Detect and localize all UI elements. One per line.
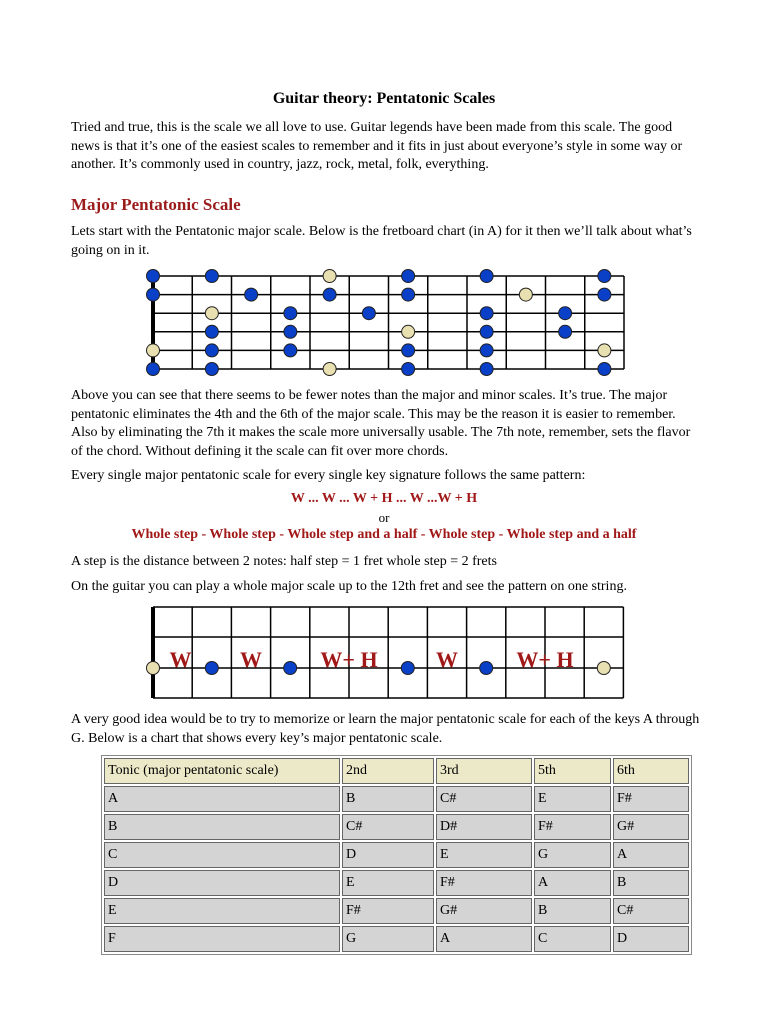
scale-note-dot xyxy=(284,662,297,675)
step-label: W xyxy=(436,647,458,672)
table-cell: D xyxy=(342,842,434,868)
pattern-short: W ... W ... W + H ... W ...W + H xyxy=(290,491,478,506)
table-cell: F xyxy=(104,926,340,952)
table-row xyxy=(104,870,689,896)
table-cell: G# xyxy=(436,898,532,924)
table-header-cell: 2nd xyxy=(342,758,434,784)
guitar-paragraph: On the guitar you can play a whole major scale up to the 12th fret and see the pattern on one string. xyxy=(71,579,627,594)
root-note-dot xyxy=(147,662,160,675)
table-cell: G# xyxy=(613,814,689,840)
intro-paragraph: Tried and true, this is the scale we all love to use. Guitar legends have been made from this scale. The good news is that it’s one of the easiest scales to remember and it fits in just about everyone’s style in some way or another. It’s commonly used in country, jazz, rock, metal, folk, everything. xyxy=(71,120,683,172)
table-row xyxy=(104,898,689,924)
table-cell: E xyxy=(342,870,434,896)
scale-note-dot xyxy=(205,662,218,675)
scale-note-dot xyxy=(480,662,493,675)
step-paragraph: A step is the distance between 2 notes: half step = 1 fret whole step = 2 frets xyxy=(71,554,497,569)
table-cell: E xyxy=(104,898,340,924)
table-cell: F# xyxy=(436,870,532,896)
table-cell: C xyxy=(534,926,611,952)
table-row xyxy=(104,842,689,868)
section-heading: Major Pentatonic Scale xyxy=(71,195,241,214)
table-header-row xyxy=(104,758,689,784)
scale-note-dot xyxy=(401,662,414,675)
table-cell: A xyxy=(436,926,532,952)
pentatonic-key-table xyxy=(101,755,692,955)
table-cell: G xyxy=(342,926,434,952)
pattern-long: Whole step - Whole step - Whole step and a half - Whole step - Whole step and a half xyxy=(131,527,637,542)
table-header-cell: Tonic (major pentatonic scale) xyxy=(104,758,340,784)
table-cell: A xyxy=(104,786,340,812)
table-cell: E xyxy=(436,842,532,868)
table-row xyxy=(104,814,689,840)
memorize-paragraph: A very good idea would be to try to memorize or learn the major pentatonic scale for each of the keys A through G. Below is a chart that shows every key’s major pentatonic scale. xyxy=(71,712,700,746)
table-cell: G xyxy=(534,842,611,868)
table-cell: C# xyxy=(342,814,434,840)
table-cell: A xyxy=(534,870,611,896)
table-row xyxy=(104,926,689,952)
table-cell: B xyxy=(613,870,689,896)
table-cell: D xyxy=(104,870,340,896)
table-cell: C# xyxy=(613,898,689,924)
table-header-cell: 6th xyxy=(613,758,689,784)
page-title: Guitar theory: Pentatonic Scales xyxy=(272,90,496,107)
pattern-paragraph: Every single major pentatonic scale for every single key signature follows the same pattern: xyxy=(71,468,586,483)
table-cell: D xyxy=(613,926,689,952)
table-cell: E xyxy=(534,786,611,812)
table-cell: C xyxy=(104,842,340,868)
table-cell: F# xyxy=(342,898,434,924)
start-paragraph: Lets start with the Pentatonic major scale. Below is the fretboard chart (in A) for it then we’ll talk about what’s going on in it. xyxy=(71,224,692,258)
step-label: W+ H xyxy=(320,647,378,672)
table-row xyxy=(104,786,689,812)
table-header-cell: 5th xyxy=(534,758,611,784)
table-header-cell: 3rd xyxy=(436,758,532,784)
pattern-or: or xyxy=(378,510,390,525)
table-cell: F# xyxy=(534,814,611,840)
table-cell: B xyxy=(104,814,340,840)
table-cell: D# xyxy=(436,814,532,840)
step-label: W xyxy=(169,647,192,672)
above-paragraph: Above you can see that there seems to be fewer notes than the major and minor scales. It’s true. The major pentatonic eliminates the 4th and the 6th of the major scale. This may be the reason it is easier to remember. Also by eliminating the 7th it makes the scale more universally usable. The 7th note, remember, sets the flavor of the chord. Without defining it the scale can fit over more chords. xyxy=(71,388,691,459)
step-label: W+ H xyxy=(516,647,574,672)
step-label: W xyxy=(240,647,262,672)
table-cell: F# xyxy=(613,786,689,812)
root-note-dot xyxy=(597,662,610,675)
table-cell: B xyxy=(534,898,611,924)
table-cell: A xyxy=(613,842,689,868)
table-cell: B xyxy=(342,786,434,812)
table-cell: C# xyxy=(436,786,532,812)
